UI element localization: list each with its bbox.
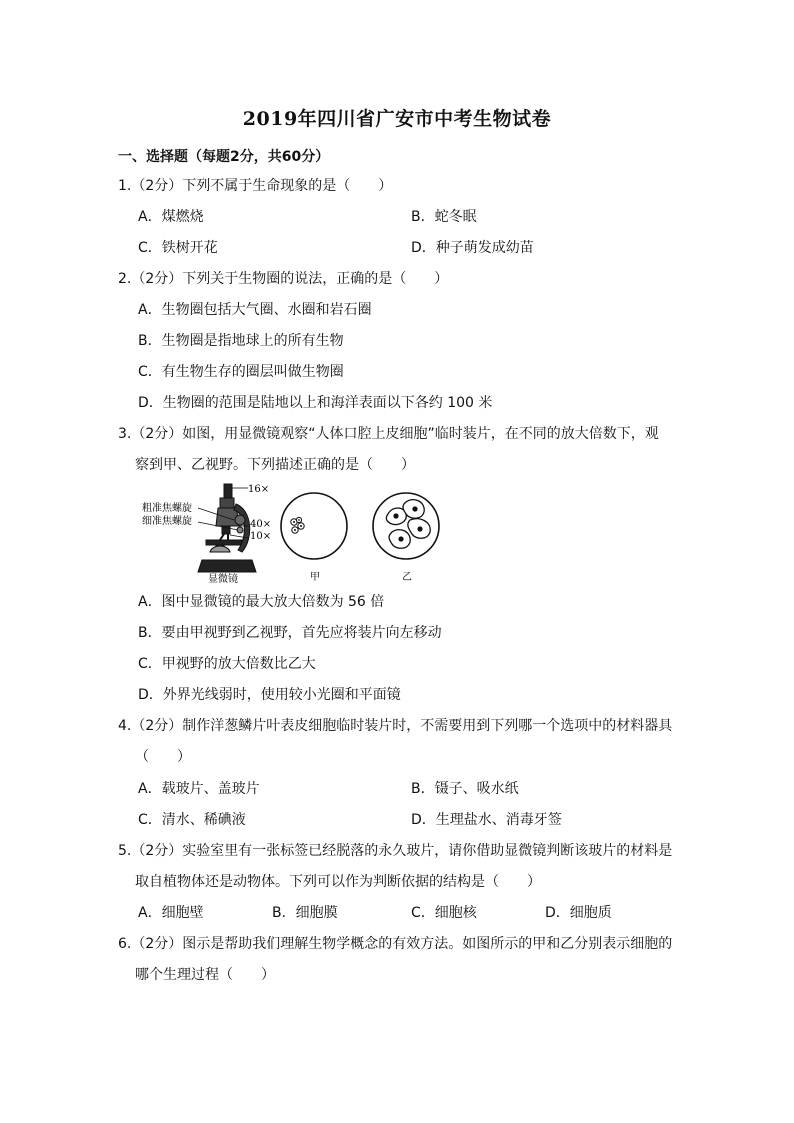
question-6-stem-line2: 哪个生理过程（ ） xyxy=(135,967,275,983)
question-1-option-d: D．种子萌发成幼苗 xyxy=(411,240,534,256)
field-jia-caption: 甲 xyxy=(310,572,320,583)
coarse-focus-label: 粗准焦螺旋 xyxy=(142,503,192,514)
question-5-stem-line1: 5.（2分）实验室里有一张标签已经脱落的永久玻片，请你借助显微镜判断该玻片的材料是 xyxy=(118,843,673,859)
microscope-figure xyxy=(140,480,440,584)
question-4-stem-line2: （ ） xyxy=(135,749,191,765)
objective-high-label: 40× xyxy=(250,519,272,530)
eyepiece-label: 16× xyxy=(248,484,270,495)
question-3-option-c: C．甲视野的放大倍数比乙大 xyxy=(138,656,316,672)
question-4-option-c: C．清水、稀碘液 xyxy=(138,812,246,828)
question-3-stem-line1: 3.（2分）如图，用显微镜观察“人体口腔上皮细胞”临时装片，在不同的放大倍数下，观 xyxy=(118,426,659,442)
question-1-option-c: C．铁树开花 xyxy=(138,240,218,256)
objective-low-label: 10× xyxy=(250,531,272,542)
question-1-stem: 1.（2分）下列不属于生命现象的是（ ） xyxy=(118,178,393,194)
question-2-option-a: A．生物圈包括大气圈、水圈和岩石圈 xyxy=(138,302,372,318)
question-4-option-a: A．载玻片、盖玻片 xyxy=(138,781,260,797)
field-yi-caption: 乙 xyxy=(402,572,412,583)
question-5-option-a: A．细胞壁 xyxy=(138,905,204,921)
question-4-option-d: D．生理盐水、消毒牙签 xyxy=(411,812,562,828)
question-2-option-b: B．生物圈是指地球上的所有生物 xyxy=(138,333,344,349)
question-4-stem-line1: 4.（2分）制作洋葱鳞片叶表皮细胞临时装片时，不需要用到下列哪一个选项中的材料器具 xyxy=(118,718,673,734)
question-3-stem-line2: 察到甲、乙视野。下列描述正确的是（ ） xyxy=(135,457,415,473)
question-3-option-b: B．要由甲视野到乙视野，首先应将装片向左移动 xyxy=(138,625,442,641)
fine-focus-label: 细准焦螺旋 xyxy=(142,516,192,527)
field-of-view-jia xyxy=(281,493,347,559)
question-3-option-a: A．图中显微镜的最大放大倍数为 56 倍 xyxy=(138,594,385,610)
question-5-option-c: C．细胞核 xyxy=(411,905,477,921)
question-5-stem-line2: 取自植物体还是动物体。下列可以作为判断依据的结构是（ ） xyxy=(135,874,541,890)
question-6-stem-line1: 6.（2分）图示是帮助我们理解生物学概念的有效方法。如图所示的甲和乙分别表示细胞的 xyxy=(118,936,673,952)
question-3-option-d: D．外界光线弱时，使用较小光圈和平面镜 xyxy=(138,687,401,703)
question-2-stem: 2.（2分）下列关于生物圈的说法，正确的是（ ） xyxy=(118,271,449,287)
question-1-option-a: A．煤燃烧 xyxy=(138,209,204,225)
microscope-caption: 显微镜 xyxy=(208,574,238,584)
question-2-option-d: D．生物圈的范围是陆地以上和海洋表面以下各约 100 米 xyxy=(138,395,493,411)
page-title: 2019年四川省广安市中考生物试卷 xyxy=(242,108,552,130)
section-heading: 一、选择题（每题2分，共60分） xyxy=(118,149,330,165)
question-2-option-c: C．有生物生存的圈层叫做生物圈 xyxy=(138,364,344,380)
question-5-option-d: D．细胞质 xyxy=(545,905,612,921)
question-1-option-b: B．蛇冬眠 xyxy=(411,209,477,225)
field-of-view-yi xyxy=(373,493,439,559)
question-4-option-b: B．镊子、吸水纸 xyxy=(411,781,519,797)
question-5-option-b: B．细胞膜 xyxy=(272,905,338,921)
